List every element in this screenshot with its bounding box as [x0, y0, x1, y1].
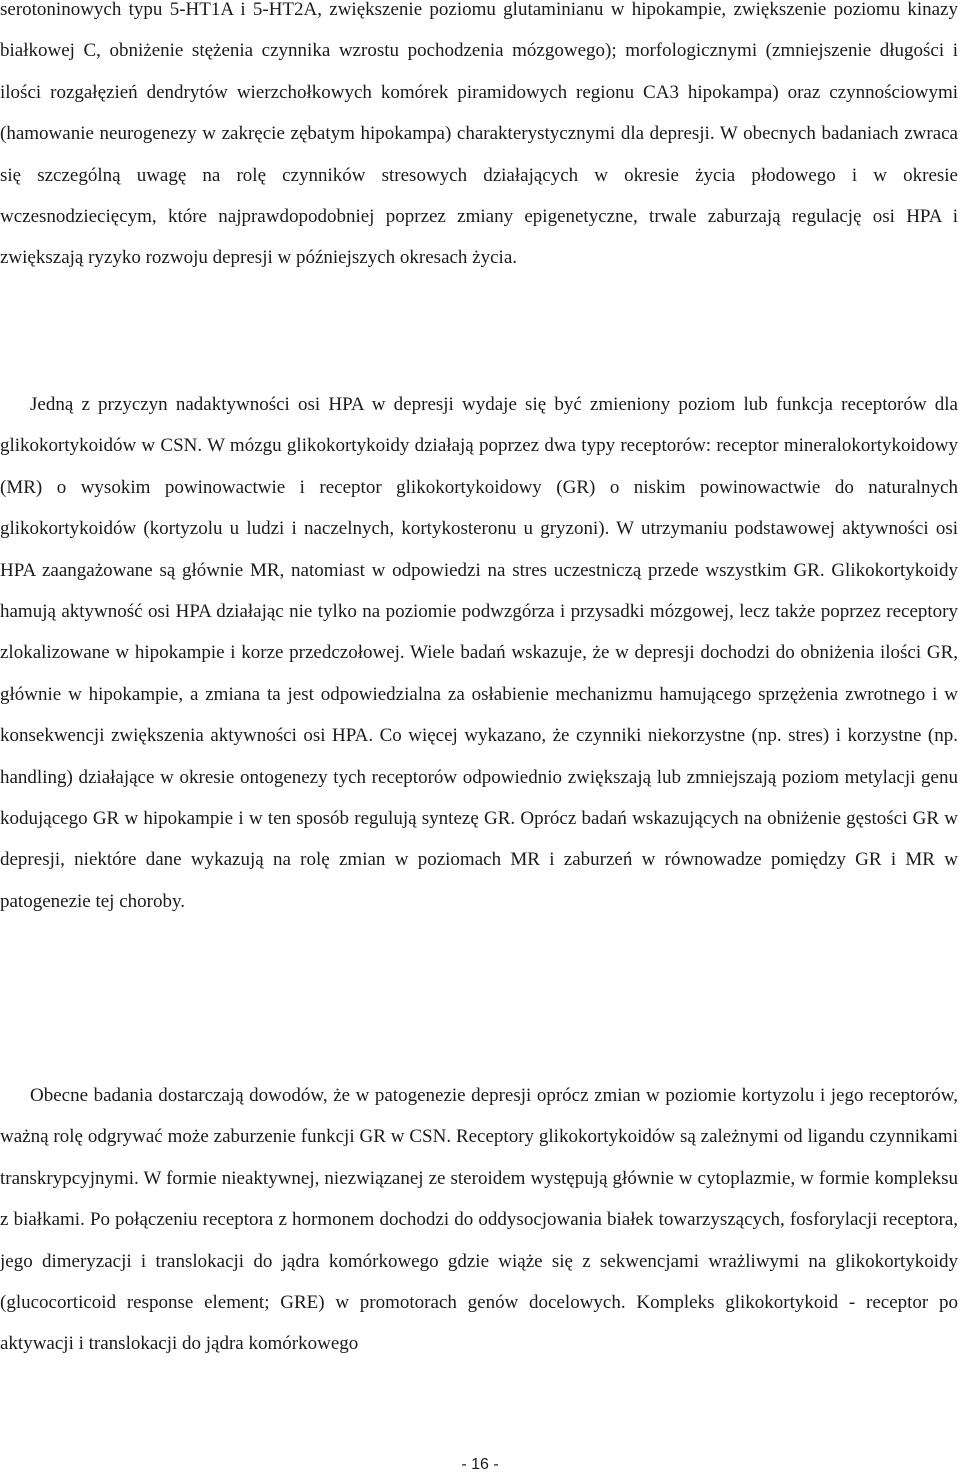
paragraph-3: Obecne badania dostarczają dowodów, że w patogenezie depresji oprócz zmian w poziomie kortyzolu i jego receptorów, ważną rolę odgrywać może zaburzenie funkcji GR w CSN. Receptory glikokortykoidów są zależnymi od ligandu czynnikami transkrypcyjnymi. W formie nieaktywnej, niezwiązanej ze steroidem występują głównie w cytoplazmie, w formie kompleksu z białkami. Po połączeniu receptora z hormonem dochodzi do oddysocjowania białek towarzyszących, fosforylacji receptora, jego dimeryzacji i translokacji do jądra komórkowego gdzie wiąże się z sekwencjami wrażliwymi na glikokortykoidy (glucocorticoid response element; GRE) w promotorach genów docelowych. Kompleks glikokortykoid - receptor po aktywacji i translokacji do jądra komórkowego: [0, 1085, 958, 1355]
paragraph-1: serotoninowych typu 5-HT1A i 5-HT2A, zwiększenie poziomu glutaminianu w hipokampie, zwiększenie poziomu kinazy białkowej C, obniżenie stężenia czynnika wzrostu pochodzenia mózgowego); morfologicznymi (zmniejszenie długości i ilości rozgałęzień dendrytów wierzchołkowych komórek piramidowych regionu CA3 hipokampa) oraz czynnościowymi (hamowanie neurogenezy w zakręcie zębatym hipokampa) charakterystycznymi dla depresji. W obecnych badaniach zwraca się szczególną uwagę na rolę czynników stresowych działających w okresie życia płodowego i w okresie wczesnodziecięcym, które najprawdopodobniej poprzez zmiany epigenetyczne, trwale zaburzają regulację osi HPA i zwiększają ryzyko rozwoju depresji w późniejszych okresach życia.: [0, 0, 958, 269]
page-number: - 16 -: [461, 1456, 499, 1473]
paragraph-2: Jedną z przyczyn nadaktywności osi HPA w depresji wydaje się być zmieniony poziom lub funkcja receptorów dla glikokortykoidów w CSN. W mózgu glikokortykoidy działają poprzez dwa typy receptorów: receptor mineralokortykoidowy (MR) o wysokim powinowactwie i receptor glikokortykoidowy (GR) o niskim powinowactwie do naturalnych glikokortykoidów (kortyzolu u ludzi i naczelnych, kortykosteronu u gryzoni). W utrzymaniu podstawowej aktywności osi HPA zaangażowane są głównie MR, natomiast w odpowiedzi na stres uczestniczą przede wszystkim GR. Glikokortykoidy hamują aktywność osi HPA działając nie tylko na poziomie podwzgórza i przysadki mózgowej, lecz także poprzez receptory zlokalizowane w hipokampie i korze przedczołowej. Wiele badań wskazuje, że w depresji dochodzi do obniżenia ilości GR, głównie w hipokampie, a zmiana ta jest odpowiedzialna za osłabienie mechanizmu hamującego sprzężenia zwrotnego i w konsekwencji zwiększenia aktywności osi HPA. Co więcej wykazano, że czynniki niekorzystne (np. stres) i korzystne (np. handling) działające w okresie ontogenezy tych receptorów odpowiednio zwiększają lub zmniejszają poziom metylacji genu kodującego GR w hipokampie i w ten sposób regulują syntezę GR. Oprócz badań wskazujących na obniżenie gęstości GR w depresji, niektóre dane wykazują na rolę zmian w poziomach MR i zaburzeń w równowadze pomiędzy GR i MR w patogenezie tej choroby.: [0, 394, 958, 912]
